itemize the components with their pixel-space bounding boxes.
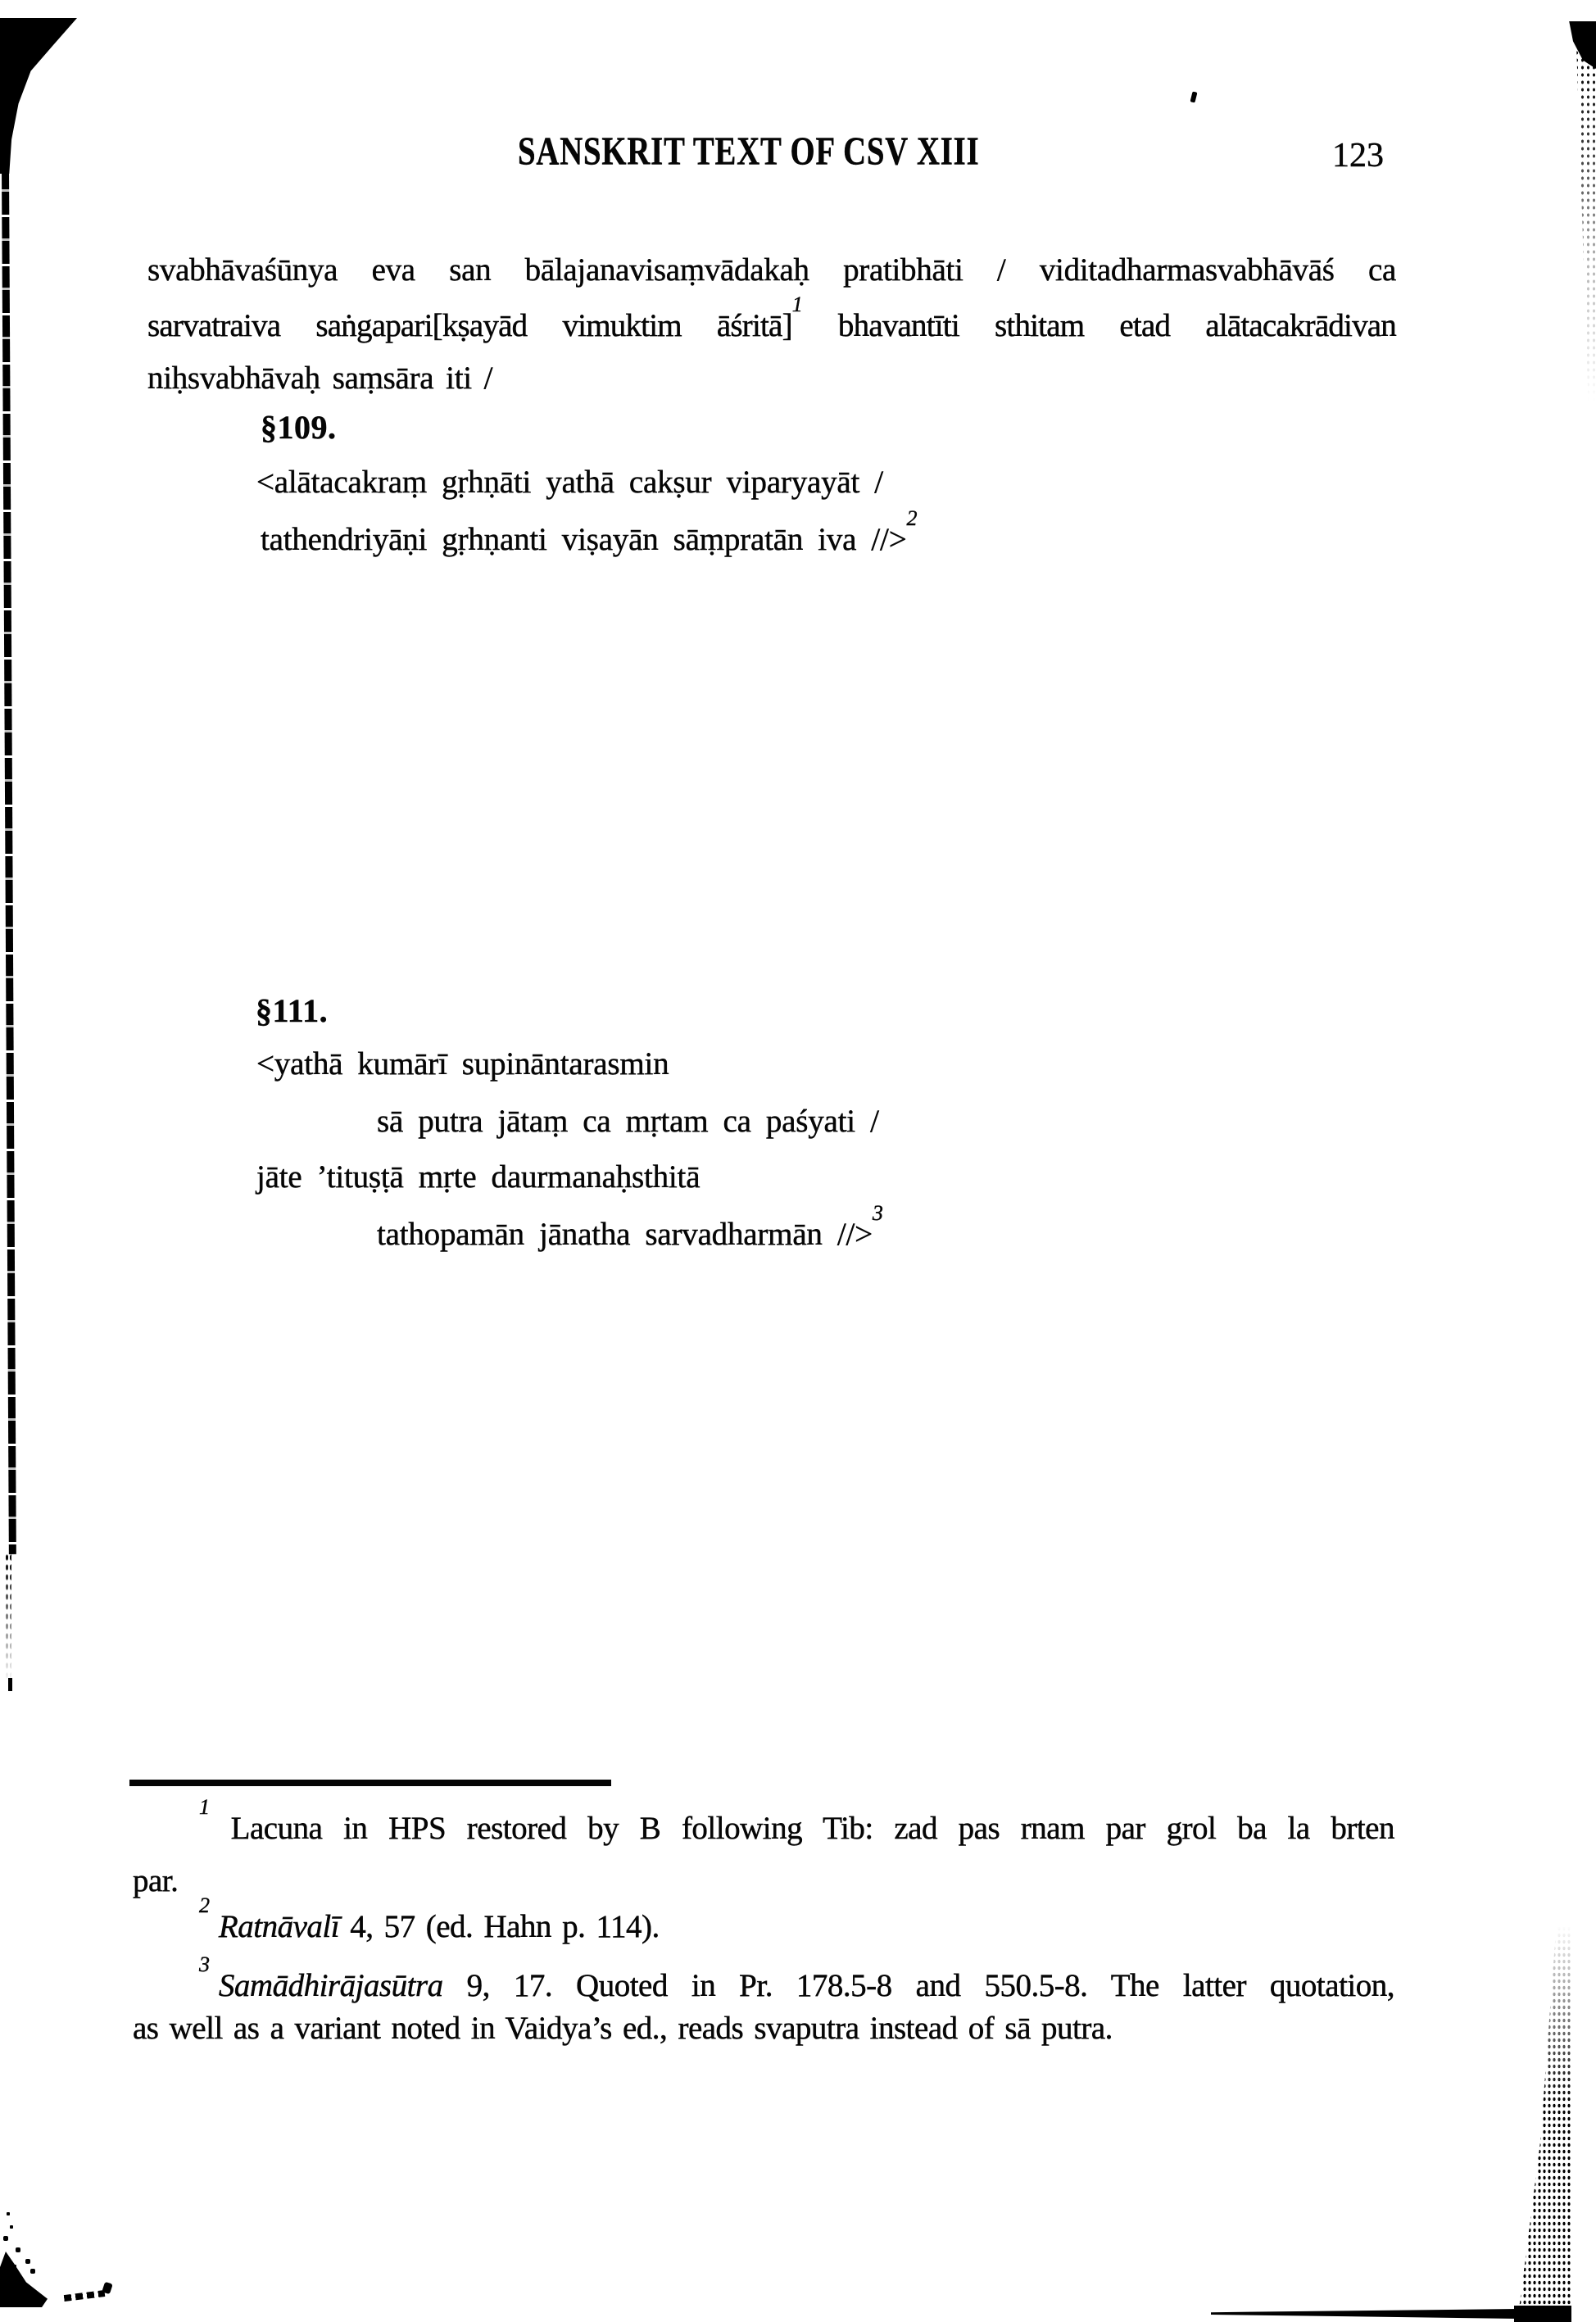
- footnote-ref-2: 2: [906, 506, 918, 530]
- footnote-3-text: 9, 17. Quoted in Pr. 178.5-8 and 550.5-8. The latter quotation,: [442, 1968, 1394, 2003]
- verse-109-line-2: [261, 506, 918, 558]
- scan-smudge-bottom-left: [0, 2252, 48, 2307]
- footnote-3-line-2: as well as a variant noted in Vaidya’s ed., reads svaputra instead of sā putra.: [133, 2011, 1113, 2046]
- footnote-3-work-title: Samādhirājasūtra: [218, 1968, 443, 2003]
- footnote-2-marker: 2: [199, 1893, 210, 1917]
- prose-line-1: svabhāvaśūnya eva san bālajanavisaṃvādakaḥ pratibhāti / viditadharmasvabhāvāś ca: [147, 252, 1396, 288]
- running-head-title: SANSKRIT TEXT OF CSV XIII: [518, 129, 980, 174]
- scan-fleck-top: [1190, 91, 1198, 102]
- scan-speckle-band-top-right: [1568, 49, 1596, 401]
- prose-line-2: [147, 293, 1396, 347]
- scan-dot-bottom-left: [102, 2282, 113, 2294]
- section-label-111: §111.: [256, 992, 329, 1029]
- verse-111-line-4: [377, 1201, 883, 1253]
- footnote-1-marker: 1: [199, 1795, 210, 1819]
- scan-fleck-left: [8, 1678, 12, 1691]
- scan-shadow-line-bottom: [1211, 2309, 1517, 2319]
- verse-111-line-1: <yathā kumārī supināntarasmin: [256, 1046, 669, 1082]
- footnote-1-line-2: par.: [133, 1863, 179, 1898]
- scan-gutter-line-left: [2, 168, 16, 1554]
- page-number: 123: [1332, 137, 1384, 175]
- verse-109-line-2-text: tathendriyāṇi gṛhṇanti viṣayān sāṃpratān iva //>: [261, 522, 907, 557]
- footnote-separator-rule: [129, 1780, 611, 1786]
- footnote-3-line-1: [135, 1952, 1394, 2007]
- prose-line-2-text: sarvatraiva saṅgapari[kṣayād vimuktim āśritā]: [147, 308, 792, 343]
- footnote-ref-3: 3: [872, 1201, 883, 1225]
- prose-line-2-continued: bhavantīti sthitam etad alātacakrādivan: [802, 308, 1396, 343]
- footnote-2-work-title: Ratnāvalī: [218, 1909, 340, 1944]
- scan-speckles-left-tail: [5, 1553, 11, 1684]
- footnote-2-text: 4, 57 (ed. Hahn p. 114).: [339, 1909, 660, 1944]
- prose-line-3: niḥsvabhāvaḥ saṃsāra iti /: [147, 361, 493, 396]
- footnote-1-line-1: [135, 1795, 1394, 1849]
- scan-smudge-bottom-right: [1514, 2306, 1571, 2322]
- verse-111-line-3: jāte ’tituṣṭā mṛte daurmanaḥsthitā: [256, 1159, 701, 1195]
- scan-speckle-wedge-bottom-right: [1517, 1925, 1571, 2322]
- verse-111-line-4-text: tathopamān jānatha sarvadharmān //>: [377, 1217, 873, 1252]
- footnote-3-marker: 3: [199, 1952, 210, 1976]
- footnote-1-text: Lacuna in HPS restored by B following Tib: zad pas rnam par grol ba la brten: [210, 1811, 1394, 1846]
- section-label-109: §109.: [261, 409, 337, 446]
- verse-109-line-1: <alātacakraṃ gṛhṇāti yathā cakṣur viparyayāt /: [256, 465, 883, 500]
- footnote-ref-1: 1: [791, 293, 803, 316]
- scan-smudge-top-left: [0, 18, 77, 174]
- scan-squiggle-bottom-left: [64, 2290, 106, 2302]
- verse-111-line-2: sā putra jātaṃ ca mṛtam ca paśyati /: [377, 1104, 879, 1139]
- scan-speckles-bottom-left: [7, 2212, 10, 2215]
- footnote-2: [135, 1893, 660, 1948]
